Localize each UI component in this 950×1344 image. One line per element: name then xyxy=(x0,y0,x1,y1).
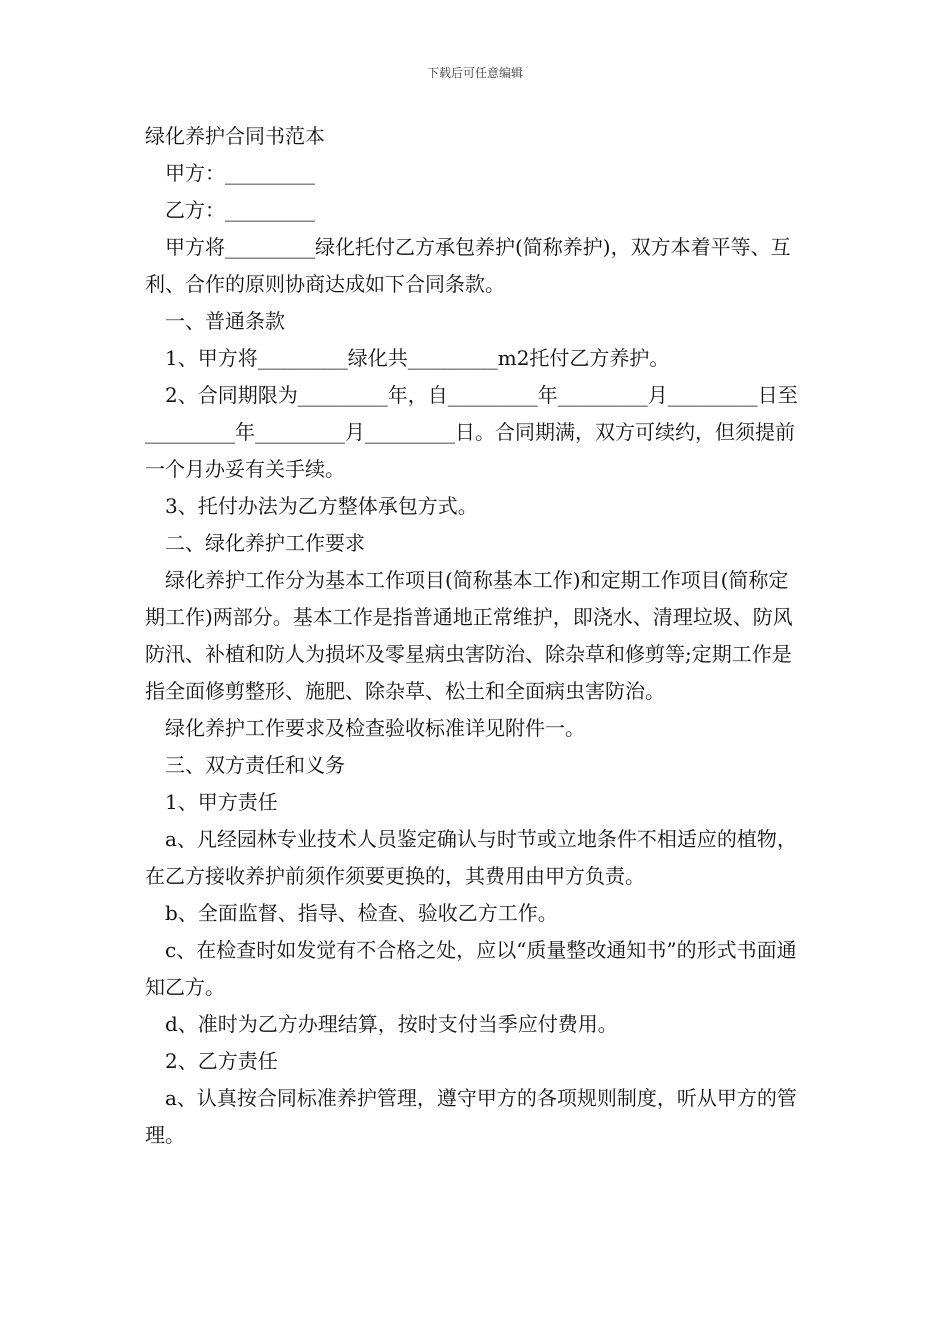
clause-1-3: 3、托付办法为乙方整体承包方式。 xyxy=(165,494,478,518)
party-a-item-d: d、准时为乙方办理结算，按时支付当季应付费用。 xyxy=(165,1012,618,1036)
clause-1-2: 2、合同期限为_________年，自_________年_________月_________日至_________年_________月_________日。合同期满，双方可续约，但须提前一个月办妥有关手续。 xyxy=(145,383,798,481)
party-a-line: 甲方：_________ xyxy=(165,161,315,185)
document-body xyxy=(145,118,807,1154)
requirements-paragraph: 绿化养护工作分为基本工作项目(简称基本工作)和定期工作项目(简称定期工作)两部分。基本工作是指普通地正常维护，即浇水、清理垃圾、防风防汛、补植和防人为损坏及零星病虫害防治、除杂草和修剪等;定期工作是指全面修剪整形、施肥、除杂草、松土和全面病虫害防治。 xyxy=(145,568,793,703)
party-a-responsibility-heading: 1、甲方责任 xyxy=(165,790,278,814)
document-title: 绿化养护合同书范本 xyxy=(145,124,325,148)
party-b-item-a: a、认真按合同标准养护管理，遵守甲方的各项规则制度，听从甲方的管理。 xyxy=(145,1086,797,1147)
intro-paragraph: 甲方将_________绿化托付乙方承包养护(简称养护)，双方本着平等、互利、合作的原则协商达成如下合同条款。 xyxy=(145,235,791,296)
party-b-line: 乙方：_________ xyxy=(165,198,315,222)
party-a-item-a: a、凡经园林专业技术人员鉴定确认与时节或立地条件不相适应的植物，在乙方接收养护前须作须要更换的，其费用由甲方负责。 xyxy=(145,827,797,888)
page-header-note: 下载后可任意编辑 xyxy=(426,66,523,80)
party-a-item-b: b、全面监督、指导、检查、验收乙方工作。 xyxy=(165,901,558,925)
party-a-item-c: c、在检查时如发觉有不合格之处，应以“质量整改通知书”的形式书面通知乙方。 xyxy=(145,938,797,999)
section-heading-responsibilities: 三、双方责任和义务 xyxy=(165,753,345,777)
requirements-annex-note: 绿化养护工作要求及检查验收标准详见附件一。 xyxy=(165,716,585,740)
clause-1-1: 1、甲方将_________绿化共_________m2托付乙方养护。 xyxy=(165,346,670,370)
party-b-responsibility-heading: 2、乙方责任 xyxy=(165,1049,278,1073)
section-heading-requirements: 二、绿化养护工作要求 xyxy=(165,531,365,555)
section-heading-general: 一、普通条款 xyxy=(165,309,285,333)
